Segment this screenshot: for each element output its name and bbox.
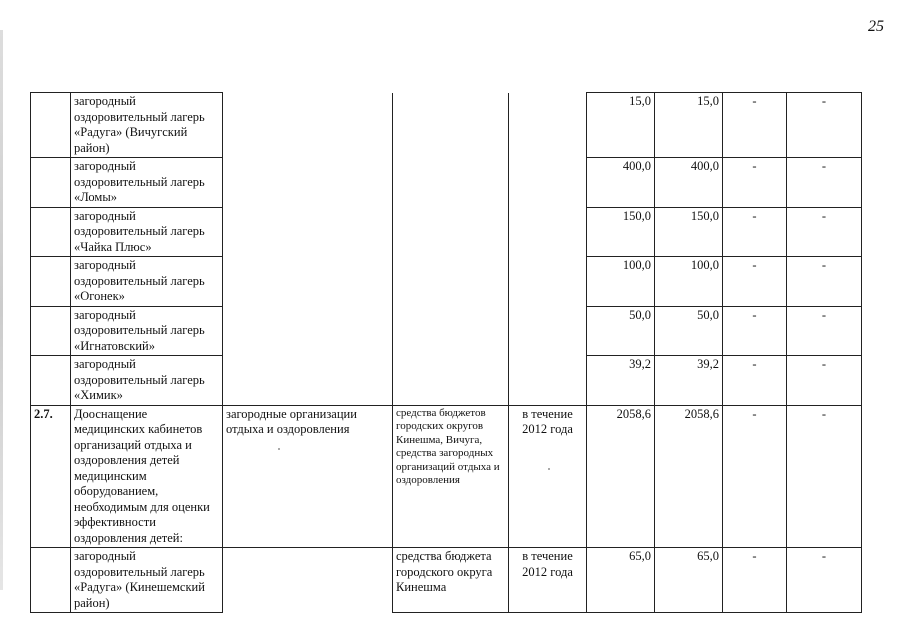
cell-amount-2012: 150,0	[655, 207, 723, 257]
cell-amount-2012: 15,0	[655, 93, 723, 158]
cell-name: загородный оздоровительный лагерь «Радуга» (Вичугский район)	[71, 93, 223, 158]
cell-amount-total: 100,0	[587, 257, 655, 307]
table-row	[31, 548, 862, 613]
cell-name: загородный оздоровительный лагерь «Химик»	[71, 356, 223, 406]
cell-term	[509, 93, 587, 406]
cell-name: загородный оздоровительный лагерь «Ломы»	[71, 158, 223, 208]
cell-amount-2014: -	[787, 356, 862, 406]
cell-amount-2012: 2058,6	[655, 405, 723, 548]
cell-term: в течение 2012 года	[509, 548, 587, 613]
cell-amount-2014: -	[787, 306, 862, 356]
page-number: 25	[868, 18, 884, 35]
cell-amount-total: 15,0	[587, 93, 655, 158]
cell-amount-total: 65,0	[587, 548, 655, 613]
cell-amount-2012: 400,0	[655, 158, 723, 208]
cell-amount-2013: -	[723, 306, 787, 356]
cell-amount-2012: 50,0	[655, 306, 723, 356]
cell-number	[31, 257, 71, 307]
cell-source: средства бюджета городского округа Кинешма	[393, 548, 509, 613]
cell-amount-2014: -	[787, 405, 862, 548]
cell-amount-2012: 39,2	[655, 356, 723, 406]
cell-source	[393, 93, 509, 406]
cell-amount-total: 400,0	[587, 158, 655, 208]
cell-name: загородный оздоровительный лагерь «Радуга» (Кинешемский район)	[71, 548, 223, 613]
cell-amount-2013: -	[723, 548, 787, 613]
cell-executor	[223, 548, 393, 613]
cell-amount-2014: -	[787, 158, 862, 208]
cell-number	[31, 93, 71, 158]
scan-left-edge	[0, 30, 3, 590]
cell-name: загородный оздоровительный лагерь «Игнатовский»	[71, 306, 223, 356]
cell-amount-total: 150,0	[587, 207, 655, 257]
cell-amount-2014: -	[787, 207, 862, 257]
cell-amount-total: 39,2	[587, 356, 655, 406]
cell-source: средства бюджетов городских округов Кинешма, Вичуга, средства загородных организаций отдыха и оздоровления	[393, 405, 509, 548]
cell-number	[31, 306, 71, 356]
cell-gap	[223, 93, 393, 406]
program-table	[30, 92, 862, 613]
cell-amount-2013: -	[723, 207, 787, 257]
cell-amount-2014: -	[787, 93, 862, 158]
cell-amount-2013: -	[723, 93, 787, 158]
cell-amount-2013: -	[723, 257, 787, 307]
cell-number	[31, 207, 71, 257]
table-row	[31, 405, 862, 548]
cell-number	[31, 158, 71, 208]
table-row	[31, 93, 862, 158]
cell-amount-2013: -	[723, 158, 787, 208]
cell-amount-total: 2058,6	[587, 405, 655, 548]
cell-name: загородный оздоровительный лагерь «Огонек»	[71, 257, 223, 307]
cell-amount-2014: -	[787, 257, 862, 307]
cell-amount-total: 50,0	[587, 306, 655, 356]
cell-amount-2014: -	[787, 548, 862, 613]
cell-number	[31, 356, 71, 406]
cell-executor: загородные организации отдыха и оздоровления	[223, 405, 393, 548]
cell-name: Дооснащение медицинских кабинетов организаций отдыха и оздоровления детей медицинским оборудованием, необходимым для оценки эффективности оздоровления детей:	[71, 405, 223, 548]
cell-number: 2.7.	[31, 405, 71, 548]
cell-term: в течение 2012 года	[509, 405, 587, 548]
cell-name: загородный оздоровительный лагерь «Чайка Плюс»	[71, 207, 223, 257]
cell-amount-2013: -	[723, 405, 787, 548]
cell-amount-2012: 100,0	[655, 257, 723, 307]
cell-amount-2013: -	[723, 356, 787, 406]
cell-number	[31, 548, 71, 613]
cell-amount-2012: 65,0	[655, 548, 723, 613]
